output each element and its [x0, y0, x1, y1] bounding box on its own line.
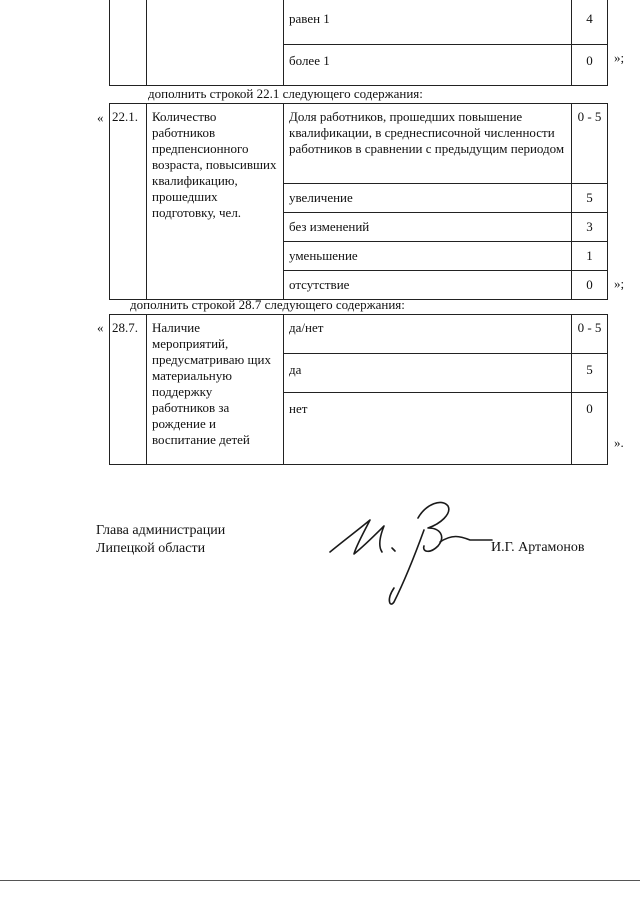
cell-text: равен 1	[284, 0, 572, 44]
instruction-note-28: дополнить строкой 28.7 следующего содержания:	[130, 297, 405, 312]
cell-value: 0	[572, 44, 608, 85]
cell-value: 5	[572, 354, 608, 393]
cell-value: 0	[572, 271, 608, 300]
indicator-name: Количество работников предпенсионного возраста, повысивших квалификацию, прошедших подготовку, чел.	[147, 104, 284, 300]
table-row-28-7	[109, 314, 608, 465]
page-bottom-rule	[0, 880, 640, 881]
cell-text: более 1	[284, 44, 572, 85]
signatory-title	[96, 522, 225, 558]
closing-quote: ».	[614, 435, 624, 450]
table-top-fragment	[109, 0, 608, 86]
cell-text: увеличение	[284, 184, 572, 213]
cell-value: 5	[572, 184, 608, 213]
signatory-title-line: Липецкой области	[96, 541, 206, 556]
closing-quote: »;	[614, 50, 625, 65]
row-number: 28.7.	[110, 315, 147, 465]
signatory-title-line: Глава администрации	[96, 523, 226, 538]
row-number: 22.1.	[110, 104, 147, 300]
cell-text: уменьшение	[284, 242, 572, 271]
handwritten-signature	[320, 490, 500, 610]
cell-text: без изменений	[284, 213, 572, 242]
cell-text: отсутствие	[284, 271, 572, 300]
signatory-name: И.Г. Артамонов	[491, 540, 585, 555]
cell-text: нет	[284, 393, 572, 465]
cell-value: 1	[572, 242, 608, 271]
table-row	[110, 315, 608, 354]
table-row	[110, 104, 608, 184]
table-row-22-1	[109, 103, 608, 300]
cell-value: 0 - 5	[572, 315, 608, 354]
indicator-name: Наличие мероприятий, предусматриваю щих материальную поддержку работников за рождение и воспитание детей	[147, 315, 284, 465]
table-row	[110, 0, 608, 44]
criterion-header: Доля работников, прошедших повышение квалификации, в среднесписочной численности работников в сравнении с предыдущим периодом	[284, 104, 572, 184]
score-range: 0 - 5	[572, 104, 608, 184]
opening-quote: «	[97, 320, 104, 335]
cell-value: 0	[572, 393, 608, 465]
opening-quote: «	[97, 110, 104, 125]
closing-quote: »;	[614, 276, 625, 291]
cell-value: 4	[572, 0, 608, 44]
cell-text: да	[284, 354, 572, 393]
cell-value: 3	[572, 213, 608, 242]
cell-text: да/нет	[284, 315, 572, 354]
instruction-note-22: дополнить строкой 22.1 следующего содержания:	[148, 86, 423, 101]
